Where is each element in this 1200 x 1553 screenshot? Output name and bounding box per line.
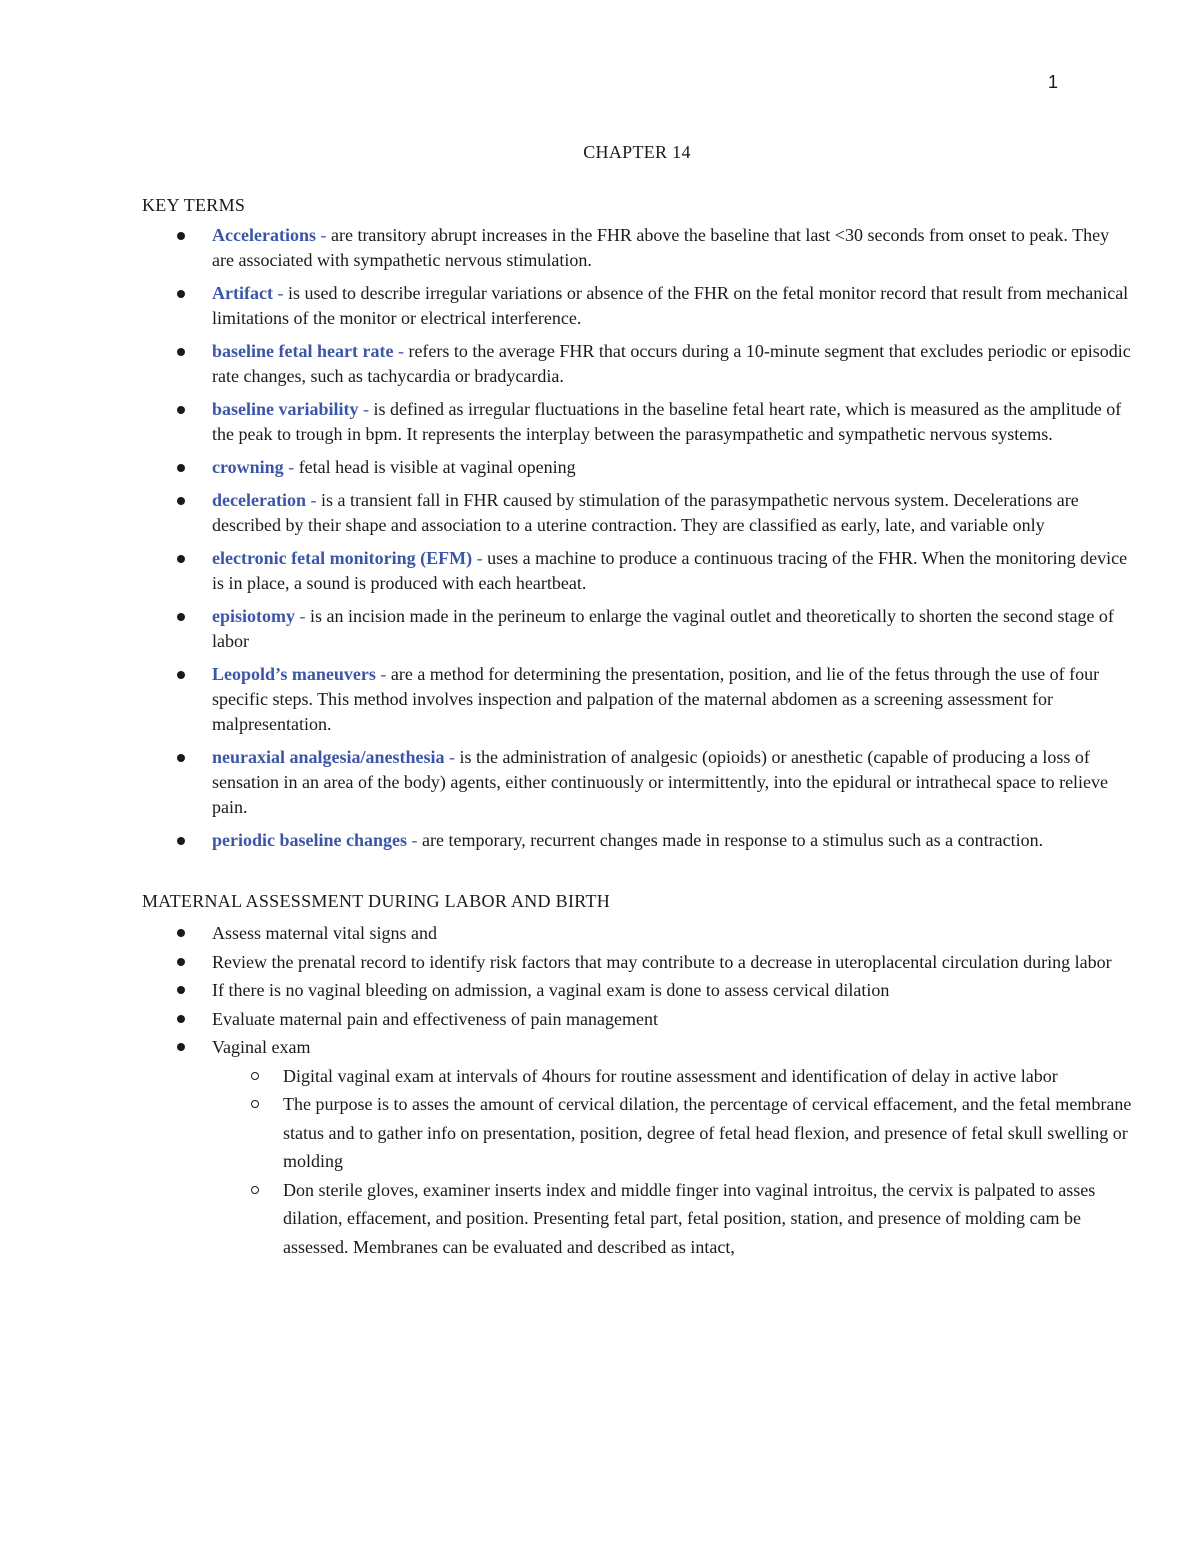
- assessment-item: [142, 976, 1132, 1005]
- term-dash: -: [272, 283, 288, 303]
- assessment-text: Assess maternal vital signs and: [212, 923, 437, 943]
- term-name: electronic fetal monitoring (EFM): [212, 548, 473, 568]
- term-name: baseline fetal heart rate: [212, 341, 394, 361]
- bullet-icon: [177, 464, 185, 472]
- vaginal-exam-subitem: [142, 1062, 1132, 1091]
- key-term-item: [142, 339, 1132, 389]
- key-term-item: [142, 488, 1132, 538]
- key-term-item: [142, 745, 1132, 820]
- bullet-icon: [177, 837, 185, 845]
- term-name: episiotomy: [212, 606, 295, 626]
- assessment-text: Evaluate maternal pain and effectiveness of pain management: [212, 1008, 658, 1029]
- term-dash: -: [407, 830, 423, 850]
- term-name: Accelerations: [212, 225, 316, 245]
- term-name: deceleration: [212, 490, 306, 510]
- subitem-text: The purpose is to asses the amount of cervical dilation, the percentage of cervical effacement, and the fetal membrane status and to gather info on presentation, position, degree of fetal head flexion, and presence of fetal skull swelling or molding: [283, 1094, 1132, 1171]
- maternal-assessment-heading: MATERNAL ASSESSMENT DURING LABOR AND BIRTH: [142, 891, 611, 911]
- hollow-bullet-icon: [251, 1186, 259, 1194]
- bullet-icon: [177, 671, 185, 679]
- key-term-item: [142, 455, 1132, 480]
- term-dash: -: [393, 341, 409, 361]
- subitem-text: Don sterile gloves, examiner inserts index and middle finger into vaginal introitus, the cervix is palpated to asses dilation, effacement, and position. Presenting fetal part, fetal position, station, and presence of molding cam be assessed. Membranes can be evaluated and described as intact,: [283, 1179, 1096, 1257]
- assessment-item: [142, 1005, 1132, 1034]
- bullet-icon: [177, 497, 185, 505]
- bullet-icon: [177, 613, 185, 621]
- hollow-bullet-icon: [251, 1100, 259, 1108]
- bullet-icon: [177, 348, 185, 356]
- key-term-item: [142, 828, 1132, 853]
- term-name: baseline variability: [212, 399, 359, 419]
- assessment-item: [142, 919, 1132, 948]
- section-spacer: [142, 861, 1132, 891]
- bullet-icon: [177, 958, 185, 966]
- bullet-icon: [177, 1043, 185, 1051]
- bullet-icon: [177, 929, 185, 937]
- assessment-text: Vaginal exam: [212, 1037, 311, 1057]
- bullet-icon: [177, 406, 185, 414]
- assessment-text: Review the prenatal record to identify risk factors that may contribute to a decrease in uteroplacental circulation during labor: [212, 951, 1112, 972]
- term-name: periodic baseline changes: [212, 830, 408, 850]
- term-dash: -: [375, 664, 391, 684]
- bullet-icon: [177, 555, 185, 563]
- bullet-icon: [177, 754, 185, 762]
- term-dash: -: [283, 457, 299, 477]
- key-term-item: [142, 662, 1132, 737]
- page-number: 1: [1047, 72, 1058, 92]
- term-dash: -: [444, 747, 460, 767]
- page-content: [142, 142, 1132, 1261]
- hollow-bullet-icon: [251, 1072, 259, 1080]
- term-definition: are a method for determining the presentation, position, and lie of the fetus through the use of four specific steps. This method involves inspection and palpation of the maternal abdomen as a screening assessment for malpresentation.: [212, 664, 1100, 734]
- chapter-title: CHAPTER 14: [583, 142, 691, 162]
- term-dash: -: [295, 606, 310, 626]
- term-definition: refers to the average FHR that occurs during a 10-minute segment that excludes periodic or episodic rate changes, such as tachycardia or bradycardia.: [212, 341, 1131, 386]
- assessment-item: [142, 1033, 1132, 1261]
- bullet-icon: [177, 986, 185, 994]
- term-definition: fetal head is visible at vaginal opening: [298, 457, 576, 477]
- term-definition: are transitory abrupt increases in the FHR above the baseline that last <30 seconds from onset to peak. They are associated with sympathetic nervous stimulation.: [212, 225, 1110, 270]
- term-definition: is an incision made in the perineum to enlarge the vaginal outlet and theoretically to shorten the second stage of labor: [212, 606, 1114, 651]
- key-term-item: [142, 604, 1132, 654]
- vaginal-exam-subitem: [142, 1090, 1132, 1176]
- assessment-item: [142, 948, 1132, 977]
- vaginal-exam-subitem: [142, 1176, 1132, 1262]
- key-term-item: [142, 281, 1132, 331]
- term-name: Artifact: [212, 283, 273, 303]
- subitem-text: Digital vaginal exam at intervals of 4hours for routine assessment and identification of delay in active labor: [283, 1065, 1058, 1086]
- term-definition: uses a machine to produce a continuous tracing of the FHR. When the monitoring device is in place, a sound is produced with each heartbeat.: [212, 548, 1128, 593]
- key-terms-heading: KEY TERMS: [142, 195, 246, 215]
- term-definition: are temporary, recurrent changes made in response to a stimulus such as a contraction.: [422, 830, 1044, 850]
- vaginal-exam-sublist: [212, 1062, 1132, 1262]
- term-dash: -: [305, 490, 321, 510]
- term-dash: -: [358, 399, 374, 419]
- term-dash: -: [315, 225, 331, 245]
- key-term-item: [142, 546, 1132, 596]
- term-name: crowning: [212, 457, 284, 477]
- term-name: Leopold’s maneuvers: [212, 664, 376, 684]
- bullet-icon: [177, 1015, 185, 1023]
- bullet-icon: [177, 232, 185, 240]
- maternal-assessment-list: [142, 919, 1132, 1261]
- term-dash: -: [472, 548, 488, 568]
- term-name: neuraxial analgesia/anesthesia: [212, 747, 445, 767]
- term-definition: is used to describe irregular variations or absence of the FHR on the fetal monitor record that result from mechanical limitations of the monitor or electrical interference.: [212, 283, 1129, 328]
- key-term-item: [142, 223, 1132, 273]
- term-definition: is a transient fall in FHR caused by stimulation of the parasympathetic nervous system. Decelerations are described by their shape and association to a uterine contraction. They are classified as early, late, and variable only: [212, 490, 1079, 535]
- term-definition: is the administration of analgesic (opioids) or anesthetic (capable of producing a loss of sensation in an area of the body) agents, either continuously or intermittently, into the epidural or intrathecal space to relieve pain.: [212, 747, 1109, 817]
- key-terms-list: [142, 223, 1132, 853]
- assessment-text: If there is no vaginal bleeding on admission, a vaginal exam is done to assess cervical dilation: [212, 980, 890, 1000]
- bullet-icon: [177, 290, 185, 298]
- term-definition: is defined as irregular fluctuations in the baseline fetal heart rate, which is measured as the amplitude of the peak to trough in bpm. It represents the interplay between the parasympathetic and sympathetic nervous systems.: [212, 399, 1122, 444]
- key-term-item: [142, 397, 1132, 447]
